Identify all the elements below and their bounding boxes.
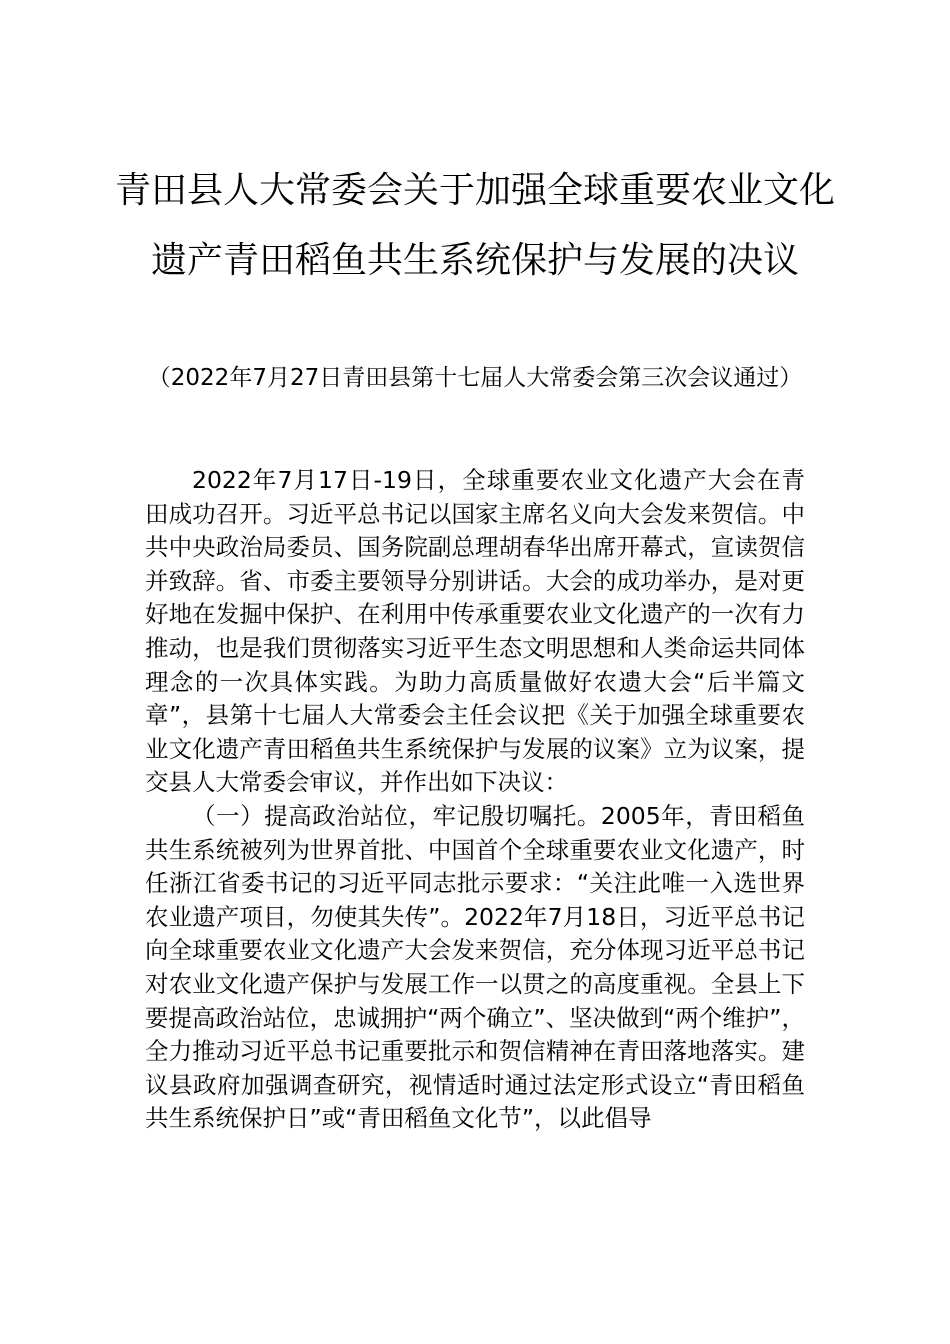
document-body xyxy=(145,464,805,1136)
document-subtitle: （2022年7月27日青田县第十七届人大常委会第三次会议通过） xyxy=(147,365,803,391)
paragraph-1: 2022年7月17日-19日，全球重要农业文化遗产大会在青田成功召开。习近平总书记以国家主席名义向大会发来贺信。中共中央政治局委员、国务院副总理胡春华出席开幕式，宣读贺信并致辞。省、市委主要领导分别讲话。大会的成功举办，是对更好地在发掘中保护、在利用中传承重要农业文化遗产的一次有力推动，也是我们贯彻落实习近平生态文明思想和人类命运共同体理念的一次具体实践。为助力高质量做好农遗大会“后半篇文章”，县第十七届人大常委会主任会议把《关于加强全球重要农业文化遗产青田稻鱼共生系统保护与发展的议案》立为议案，提交县人大常委会审议，并作出如下决议： xyxy=(145,466,805,797)
document-title: 青田县人大常委会关于加强全球重要农业文化遗产青田稻鱼共生系统保护与发展的决议 xyxy=(114,170,835,281)
paragraph-2: （一）提高政治站位，牢记殷切嘱托。2005年，青田稻鱼共生系统被列为世界首批、中国首个全球重要农业文化遗产，时任浙江省委书记的习近平同志批示要求：“关注此唯一入选世界农业遗产项目，勿使其失传”。2022年7月18日，习近平总书记向全球重要农业文化遗产大会发来贺信，充分体现习近平总书记对农业文化遗产保护与发展工作一以贯之的高度重视。全县上下要提高政治站位，忠诚拥护“两个确立”、坚决做到“两个维护”，全力推动习近平总书记重要批示和贺信精神在青田落地落实。建议县政府加强调查研究，视情适时通过法定形式设立“青田稻鱼共生系统保护日”或“青田稻鱼文化节”，以此倡导 xyxy=(145,801,805,1133)
